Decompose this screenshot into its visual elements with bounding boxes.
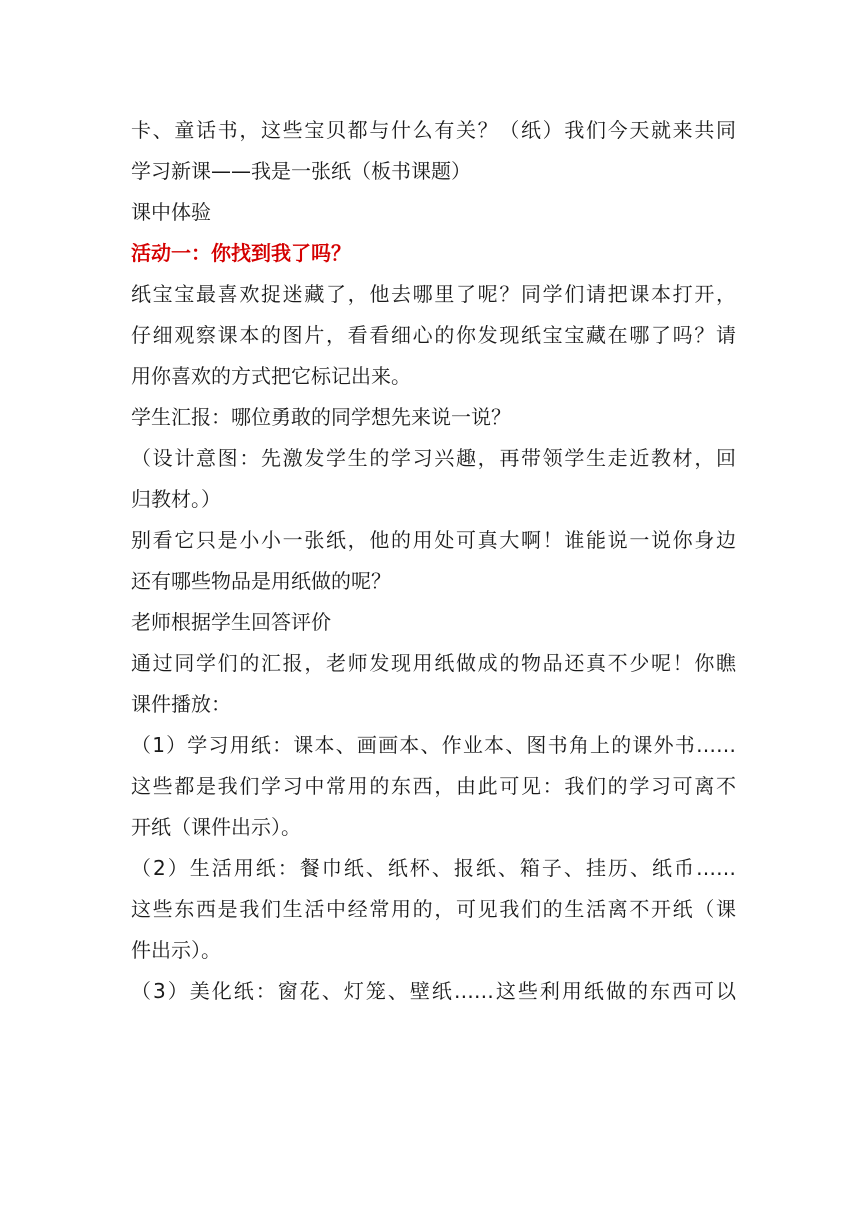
- text-line: 用你喜欢的方式把它标记出来。: [131, 364, 411, 388]
- text-line: 学生汇报：哪位勇敢的同学想先来说一说？: [131, 405, 511, 429]
- text-line: 老师根据学生回答评价: [131, 610, 331, 634]
- text-line: 仔细观察课本的图片，看看细心的你发现纸宝宝藏在哪了吗？请: [131, 323, 736, 347]
- text-line: 通过同学们的汇报，老师发现用纸做成的物品还真不少呢！你瞧: [131, 651, 736, 675]
- document-body: [131, 110, 736, 1012]
- text-line: 这些都是我们学习中常用的东西，由此可见：我们的学习可离不: [131, 774, 736, 798]
- activity-heading: 活动一：你找到我了吗？: [131, 241, 351, 265]
- text-line: 别看它只是小小一张纸，他的用处可真大啊！谁能说一说你身边: [131, 528, 736, 552]
- text-line: 开纸（课件出示）。: [131, 815, 301, 839]
- text-line: 纸宝宝最喜欢捉迷藏了，他去哪里了呢？同学们请把课本打开，: [131, 282, 736, 306]
- text-line: 卡、童话书，这些宝贝都与什么有关？（纸）我们今天就来共同: [131, 118, 736, 142]
- text-line: 件出示）。: [131, 938, 221, 962]
- text-line: 课件播放：: [131, 692, 231, 716]
- text-line: （3）美化纸：窗花、灯笼、壁纸……这些利用纸做的东西可以: [131, 979, 736, 1003]
- text-line: 归教材。）: [131, 487, 221, 511]
- text-line: 还有哪些物品是用纸做的呢？: [131, 569, 391, 593]
- text-line: （2）生活用纸：餐巾纸、纸杯、报纸、箱子、挂历、纸币……: [131, 856, 736, 880]
- text-line: 这些东西是我们生活中经常用的，可见我们的生活离不开纸（课: [131, 897, 736, 921]
- text-line: （设计意图：先激发学生的学习兴趣，再带领学生走近教材，回: [131, 446, 736, 470]
- text-line: 学习新课——我是一张纸（板书课题）: [131, 159, 471, 183]
- section-label: 课中体验: [131, 200, 211, 224]
- text-line: （1）学习用纸：课本、画画本、作业本、图书角上的课外书……: [131, 733, 736, 757]
